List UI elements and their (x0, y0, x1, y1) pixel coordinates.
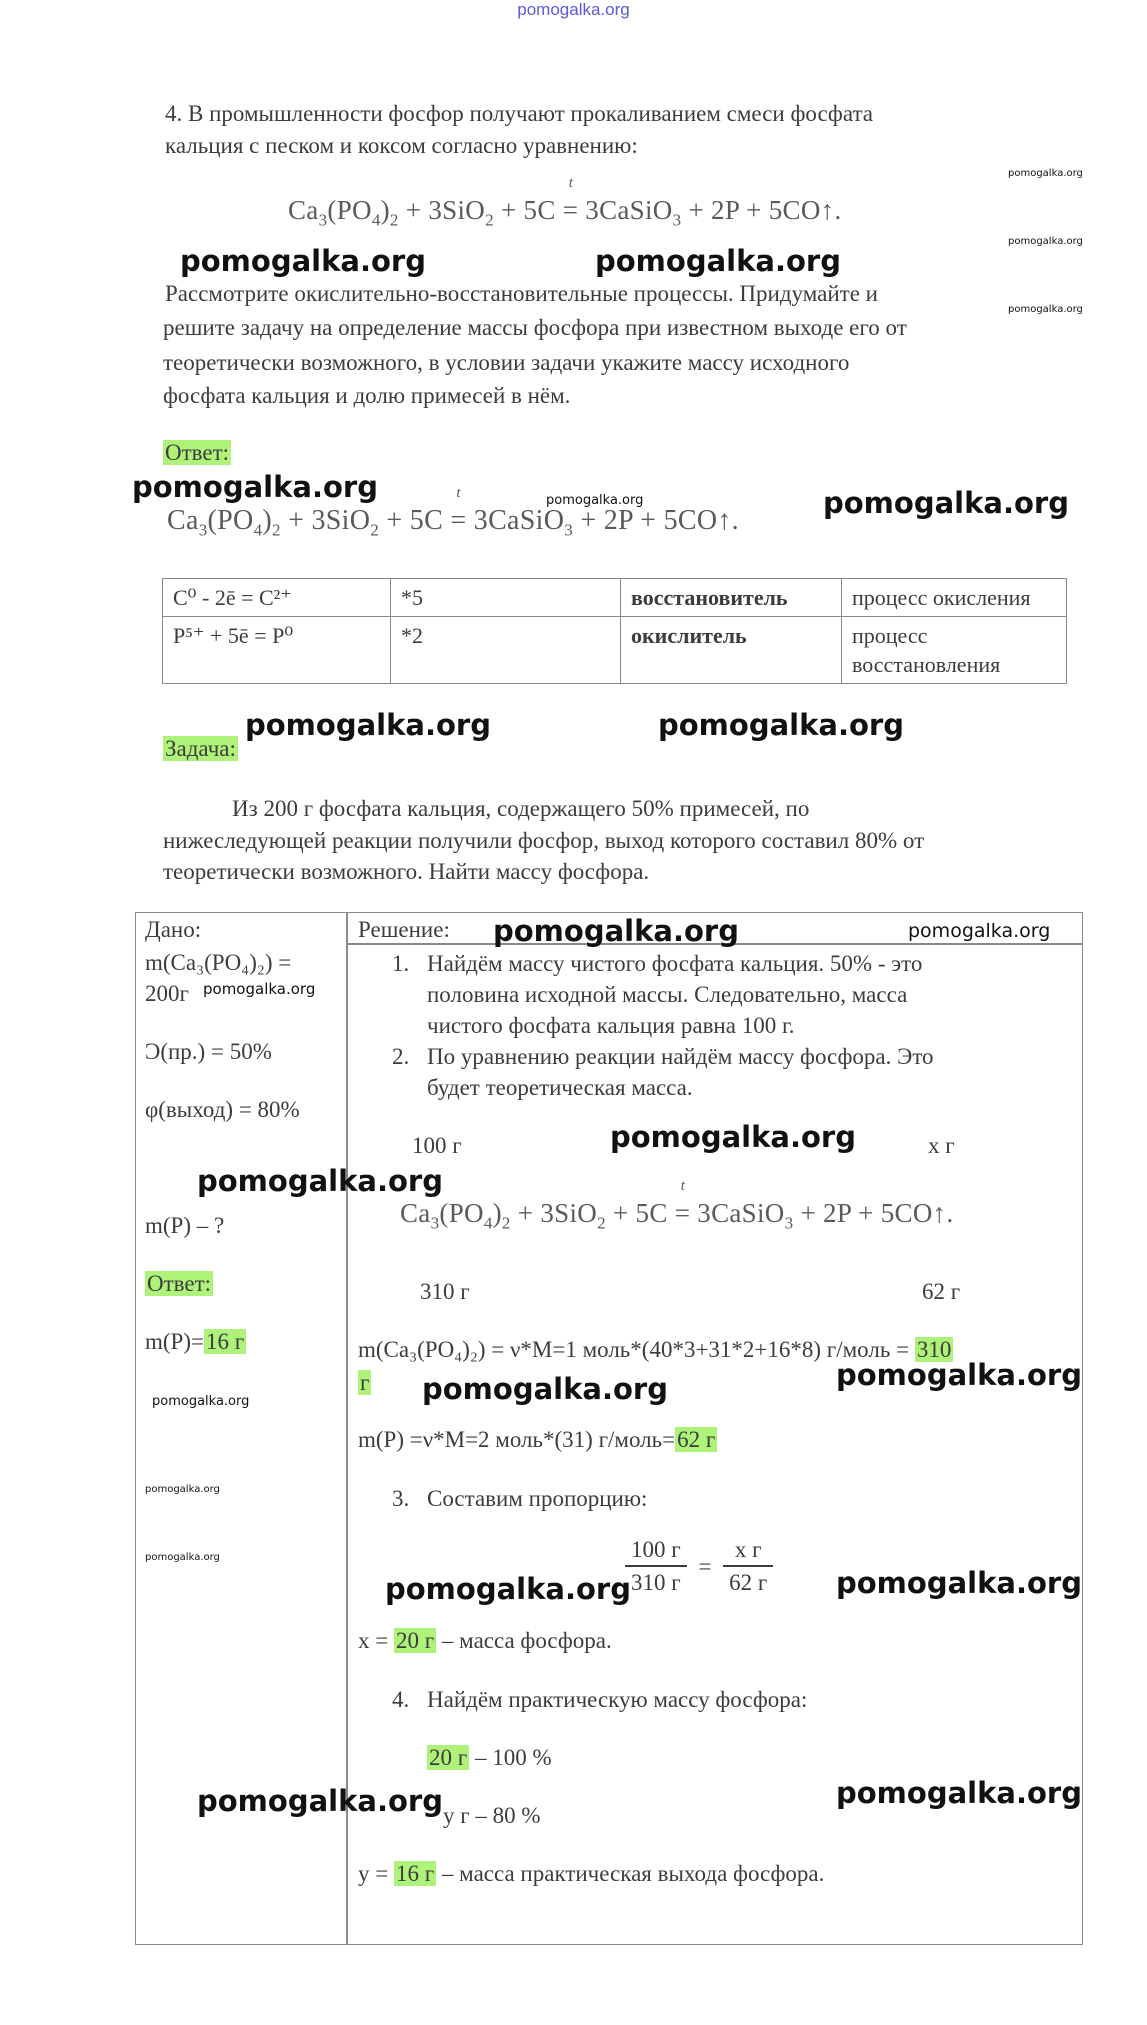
below-left-mass: 310 г (420, 1279, 470, 1304)
solution-header: Решение: (358, 917, 450, 942)
above-right-mass: х г (928, 1133, 955, 1158)
redox-process: P⁵⁺ + 5ē = P⁰ (163, 617, 391, 684)
watermark: pomogalka.org (145, 1552, 220, 1563)
given-mass-line2: 200г (145, 981, 189, 1006)
given-answer: m(P)=16 г (145, 1329, 245, 1354)
x-result: х = 20 г – масса фосфора. (358, 1628, 612, 1653)
redox-table (162, 578, 1067, 684)
step1-number: 1. (392, 951, 410, 976)
redox-row (163, 579, 1067, 617)
watermark: pomogalka.org (836, 1566, 1082, 1600)
problem-line3: теоретически возможного. Найти массу фосфора. (163, 859, 650, 884)
proportion-row-1: 20 г – 100 % (429, 1745, 552, 1770)
watermark: pomogalka.org (546, 493, 644, 508)
watermark: pomogalka.org (180, 244, 426, 278)
given-impurity: Ͻ(пр.) = 50% (145, 1039, 272, 1064)
watermark: pomogalka.org (152, 1394, 250, 1409)
task-text-line1: 4. В промышленности фосфор получают прокаливанием смеси фосфата (165, 101, 873, 126)
watermark: pomogalka.org (836, 1358, 1082, 1392)
answer-label: Ответ: (165, 440, 230, 465)
watermark: pomogalka.org (908, 920, 1051, 942)
redox-role: окислитель (621, 617, 842, 684)
proportion-right-fraction: $\frac{\text{х г}}{62 г}$ (723, 1534, 773, 1598)
problem-label: Задача: (165, 736, 236, 761)
below-right-mass: 62 г (922, 1279, 961, 1304)
redox-description: процесс окисления (842, 579, 1067, 617)
watermark: pomogalka.org (132, 470, 378, 504)
watermark: pomogalka.org (1008, 304, 1083, 315)
given-mass-line1: m(Ca₃(PO₄)₂) = (145, 950, 292, 975)
redox-process: C⁰ - 2ē = C²⁺ (163, 579, 391, 617)
reaction-equation-3: $Ca_3(PO_4)_2 + 3SiO_2 + 5C$ t = 3CaSiO$_3$ + 2P + 5CO↑. (400, 1178, 954, 1233)
watermark: pomogalka.org (422, 1372, 668, 1406)
above-left-mass: 100 г (412, 1133, 462, 1158)
watermark: pomogalka.org (610, 1120, 856, 1154)
redox-coefficient: *5 (391, 579, 621, 617)
redox-coefficient: *2 (391, 617, 621, 684)
watermark: pomogalka.org (145, 1484, 220, 1495)
watermark: pomogalka.org (493, 914, 739, 948)
step3-number: 3. (392, 1486, 410, 1511)
phosphorus-mass-line: m(P) =ν*M=2 моль*(31) г/моль=62 г (358, 1427, 716, 1452)
task-body-line1: Рассмотрите окислительно-восстановительные процессы. Придумайте и (165, 281, 878, 306)
watermark: pomogalka.org (1008, 236, 1083, 247)
watermark: pomogalka.org (836, 1776, 1082, 1810)
given-find: m(P) – ? (145, 1213, 225, 1238)
watermark: pomogalka.org (385, 1572, 631, 1606)
given-answer-label: Ответ: (147, 1271, 212, 1296)
molar-mass-unit: г (360, 1370, 370, 1395)
step1-line2: половина исходной массы. Следовательно, масса (427, 982, 908, 1007)
molar-mass-line: m(Ca₃(PO₄)₂) = ν*M=1 моль*(40*3+31*2+16*8) г/моль = 310 (358, 1337, 952, 1362)
y-result: у = 16 г – масса практическая выхода фосфора. (358, 1861, 825, 1886)
watermark: pomogalka.org (658, 708, 904, 742)
step2-line2: будет теоретическая масса. (427, 1075, 693, 1100)
step2-line1: По уравнению реакции найдём массу фосфора. Это (427, 1044, 934, 1069)
step1-line1: Найдём массу чистого фосфата кальция. 50% - это (427, 951, 923, 976)
step2-number: 2. (392, 1044, 410, 1069)
step4-text: Найдём практическую массу фосфора: (427, 1687, 808, 1712)
proportion-left-fraction: $\frac{100 г}{310 г}$ (625, 1534, 687, 1598)
given-header: Дано: (145, 917, 202, 942)
watermark: pomogalka.org (823, 486, 1069, 520)
reaction-equation-2: $Ca_3(PO_4)_2 + 3SiO_2 + 5C$ t = 3CaSiO$_3$ + 2P + 5CO↑. (167, 485, 739, 540)
watermark: pomogalka.org (245, 708, 491, 742)
step3-text: Составим пропорцию: (427, 1486, 648, 1511)
site-header-link[interactable]: pomogalka.org (517, 0, 630, 19)
redox-role: восстановитель (621, 579, 842, 617)
watermark: pomogalka.org (197, 1164, 443, 1198)
redox-row (163, 617, 1067, 684)
step1-line3: чистого фосфата кальция равна 100 г. (427, 1013, 795, 1038)
task-body-line4: фосфата кальция и долю примесей в нём. (163, 383, 571, 408)
task-text-line2: кальция с песком и коксом согласно уравнению: (165, 133, 638, 158)
reaction-equation-1: $Ca_3(PO_4)_2 + 3SiO_2 + 5C$ t = 3CaSiO$_3$ + 2P + 5CO↑. (288, 175, 842, 230)
watermark: pomogalka.org (203, 980, 316, 998)
given-yield: φ(выход) = 80% (145, 1097, 300, 1122)
problem-line2: нижеследующей реакции получили фосфор, выход которого составил 80% от (163, 828, 925, 853)
step4-number: 4. (392, 1687, 410, 1712)
redox-description: процесс восстановления (842, 617, 1067, 684)
watermark: pomogalka.org (595, 244, 841, 278)
proportion: $\frac{100 г}{310 г}$ = $\frac{\text{х г}}{62 г}$ (625, 1534, 773, 1598)
proportion-row-2: у г – 80 % (443, 1803, 541, 1828)
task-body-line2: решите задачу на определение массы фосфора при известном выходе его от (163, 315, 907, 340)
task-body-line3: теоретически возможного, в условии задачи укажите массу исходного (163, 350, 850, 375)
watermark: pomogalka.org (1008, 168, 1083, 179)
watermark: pomogalka.org (197, 1784, 443, 1818)
problem-line1: Из 200 г фосфата кальция, содержащего 50% примесей, по (232, 796, 810, 821)
